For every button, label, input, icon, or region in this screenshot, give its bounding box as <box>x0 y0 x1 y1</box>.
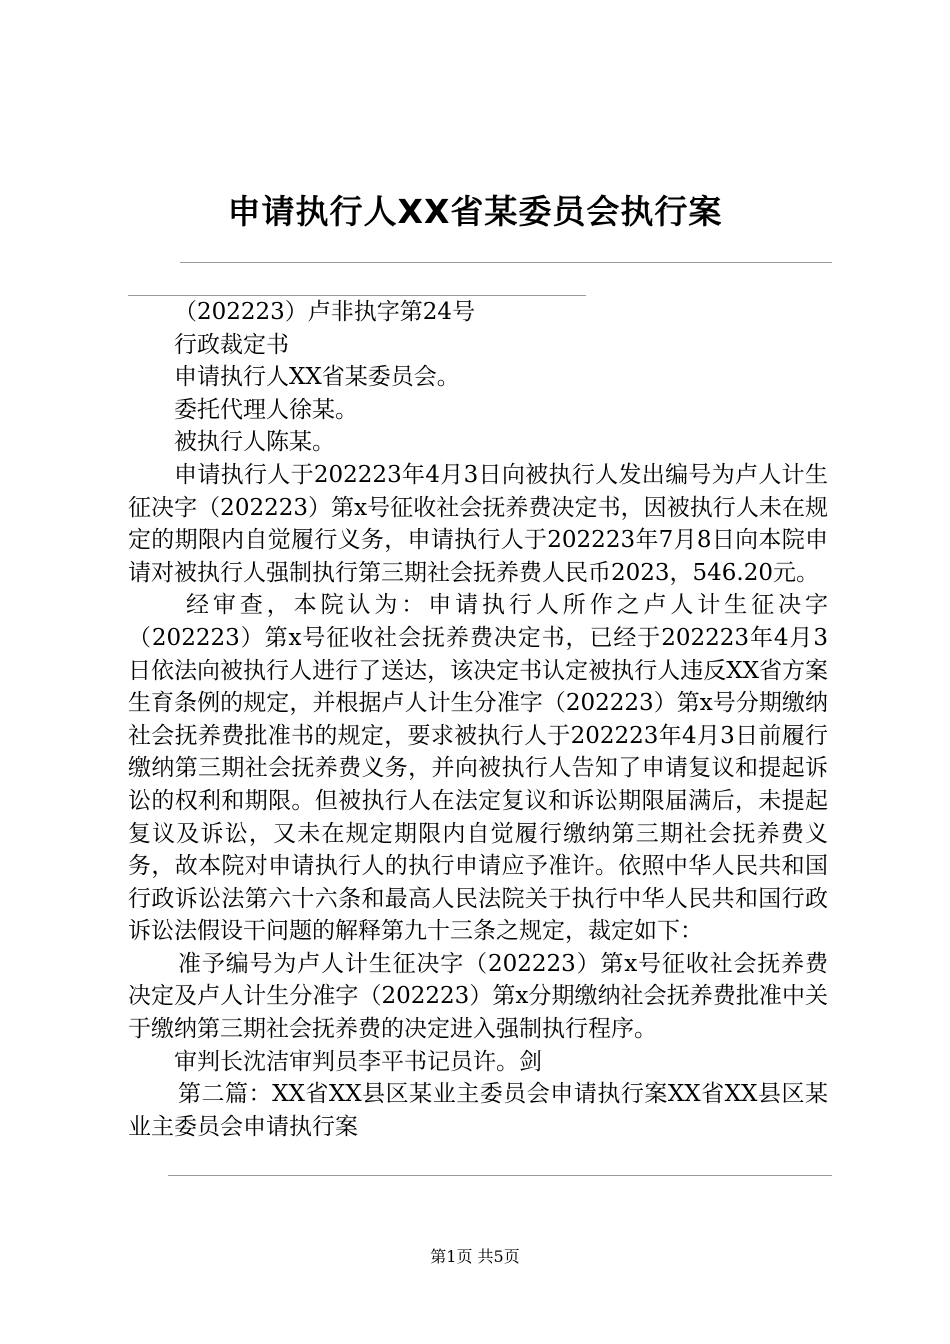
paragraph-second-case: 第二篇：XX省XX县区某业主委员会申请执行案XX省XX县区某业主委员会申请执行案 <box>128 1081 828 1140</box>
page-title: 申请执行人XX省某委员会执行案 <box>227 192 723 231</box>
document-type: 行政裁定书 <box>174 331 289 358</box>
applicant: 申请执行人XX省某委员会。 <box>174 364 460 391</box>
divider <box>180 262 832 263</box>
paragraph-review: 经审查，本院认为：申请执行人所作之卢人计生征决字（202223）第x号征收社会抚养费决定书，已经于202223年4月3日依法向被执行人进行了送达，该决定书认定被执行人违反XX省方案生育条例的规定，并根据卢人计生分准字（202223）第x号分期缴纳社会抚养费批准书的规定，要求被执行人于202223年4月3日前履行缴纳第三期社会抚养费义务，并向被执行人告知了申请复议和提起诉讼的权利和期限。但被执行人在法定复议和诉讼期限届满后，未提起复议及诉讼，又未在规定期限内自觉履行缴纳第三期社会抚养费义务，故本院对申请执行人的执行申请应予准许。依照中华人民共和国行政诉讼法第六十六条和最高人民法院关于执行中华人民共和国行政诉讼法假设干问题的解释第九十三条之规定，裁定如下： <box>128 592 828 945</box>
divider <box>168 1175 832 1176</box>
paragraph-judges: 审判长沈洁审判员李平书记员许。剑 <box>174 1048 542 1075</box>
page-footer: 第1页 共5页 <box>430 1247 520 1266</box>
paragraph-facts: 申请执行人于202223年4月3日向被执行人发出编号为卢人计生征决字（202223）第x号征收社会抚养费决定书，因被执行人未在规定的期限内自觉履行义务，申请执行人于202223年7月8日向本院申请对被执行人强制执行第三期社会抚养费人民币2023，546.20元。 <box>128 461 828 586</box>
document-body <box>128 296 828 1143</box>
agent: 委托代理人徐某。 <box>174 396 358 423</box>
paragraph-ruling: 准予编号为卢人计生征决字（202223）第x号征收社会抚养费决定及卢人计生分准字（202223）第x分期缴纳社会抚养费批准中关于缴纳第三期社会抚养费的决定进入强制执行程序。 <box>128 950 828 1043</box>
case-number: （202223）卢非执字第24号 <box>174 299 476 325</box>
respondent: 被执行人陈某。 <box>174 429 335 456</box>
